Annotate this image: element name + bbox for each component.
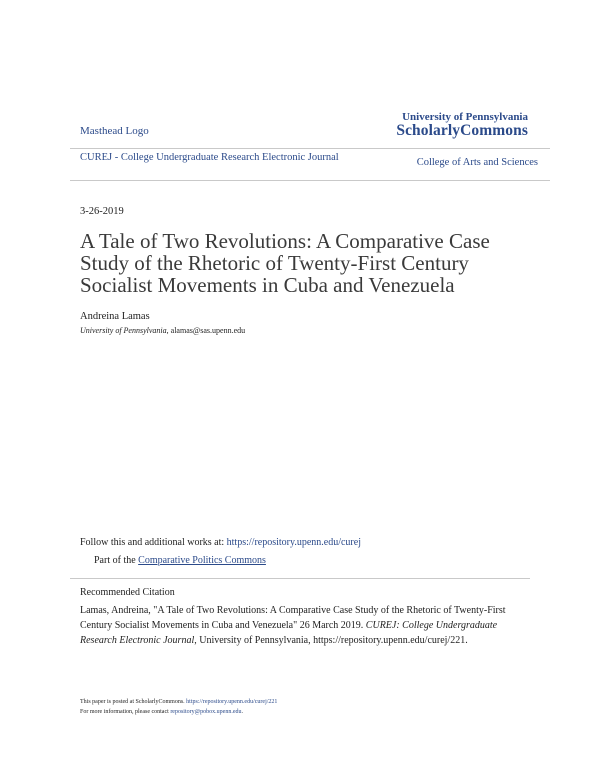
footer-contact-end: . bbox=[241, 709, 243, 715]
university-name[interactable]: University of Pennsylvania bbox=[402, 111, 528, 123]
citation-journal: CUREJ: College Undergraduate Research Electronic Journal bbox=[80, 620, 498, 646]
citation-part1: Lamas, Andreina, "A Tale of Two Revolutions: A Comparative Case Study of the Rhetoric of Twenty-First Century Socialist Movements in Cuba and Venezuela" 26 March 2019. bbox=[80, 605, 506, 631]
masthead-logo-link[interactable]: Masthead Logo bbox=[80, 125, 149, 137]
publication-date: 3-26-2019 bbox=[80, 206, 124, 217]
journal-link[interactable]: CUREJ - College Undergraduate Research Electronic Journal bbox=[80, 152, 339, 163]
header-divider-bottom bbox=[70, 180, 550, 181]
citation-text bbox=[80, 603, 525, 648]
author-name: Andreina Lamas bbox=[80, 311, 150, 322]
college-link[interactable]: College of Arts and Sciences bbox=[416, 157, 538, 168]
article-title: A Tale of Two Revolutions: A Comparative Case Study of the Rhetoric of Twenty-First Century Socialist Movements in Cuba and Venezuela bbox=[80, 229, 490, 297]
footer-contact-label: For more information, please contact bbox=[80, 709, 171, 715]
part-of-line bbox=[94, 555, 266, 566]
footer-posted-label: This paper is posted at ScholarlyCommons. bbox=[80, 699, 187, 705]
footer-email-link[interactable]: repository@pobox.upenn.edu bbox=[170, 709, 242, 715]
part-of-label: Part of the bbox=[94, 555, 139, 566]
citation-divider bbox=[70, 578, 530, 579]
follow-line bbox=[80, 537, 361, 548]
citation-heading: Recommended Citation bbox=[80, 587, 175, 598]
footer-contact bbox=[80, 709, 243, 715]
author-email[interactable]: , alamas@sas.upenn.edu bbox=[166, 326, 246, 335]
follow-url-link[interactable]: https://repository.upenn.edu/curej bbox=[226, 537, 361, 548]
header-divider-top bbox=[70, 148, 550, 149]
commons-link[interactable]: Comparative Politics Commons bbox=[138, 555, 266, 566]
citation-part2: , University of Pennsylvania, https://repository.upenn.edu/curej/221. bbox=[194, 635, 468, 646]
scholarlycommons-logo[interactable]: ScholarlyCommons bbox=[396, 122, 528, 139]
author-affiliation bbox=[80, 326, 245, 335]
follow-label: Follow this and additional works at: bbox=[80, 537, 227, 548]
affiliation-text: University of Pennsylvania bbox=[80, 326, 167, 335]
footer-posted bbox=[80, 699, 277, 705]
footer-posted-link[interactable]: https://repository.upenn.edu/curej/221 bbox=[186, 699, 278, 705]
